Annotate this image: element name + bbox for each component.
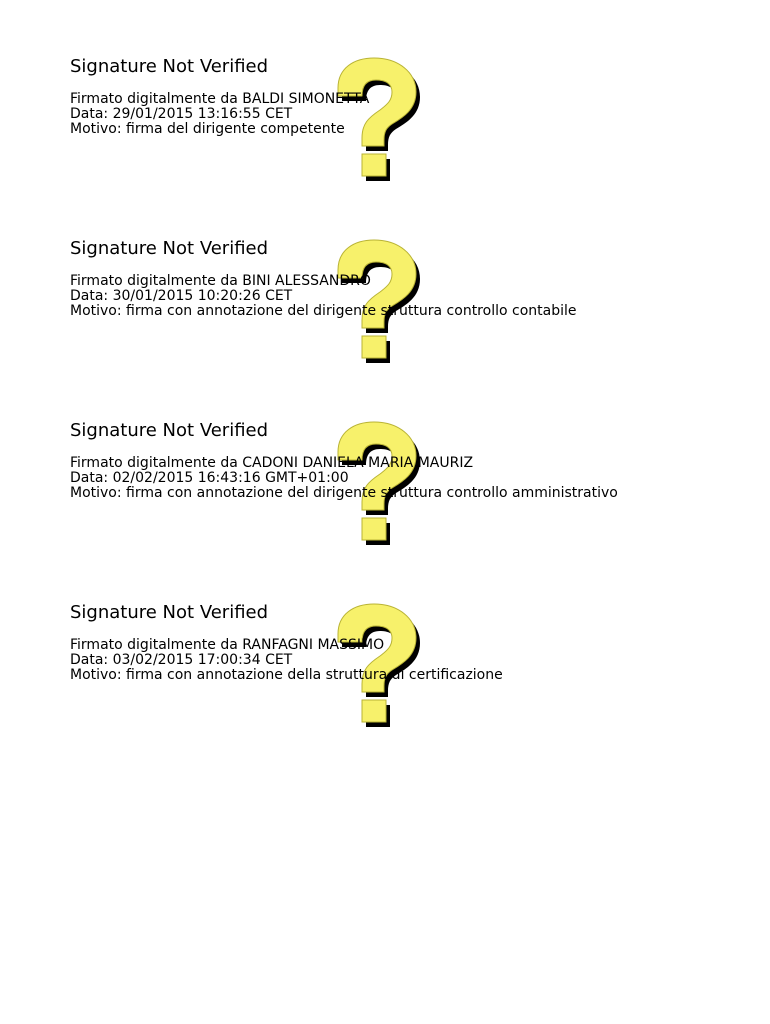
signature-status: Signature Not Verified	[70, 56, 269, 77]
signature-details	[70, 638, 503, 683]
date-line: Data: 03/02/2015 17:00:34 CET	[70, 652, 293, 668]
signer-line: Firmato digitalmente da RANFAGNI MASSIMO	[70, 637, 385, 653]
reason-line: Motivo: firma con annotazione della struttura di certificazione	[70, 667, 503, 683]
reason-line: Motivo: firma del dirigente competente	[70, 121, 345, 137]
date-line: Data: 29/01/2015 13:16:55 CET	[70, 106, 293, 122]
date-line: Data: 30/01/2015 10:20:26 CET	[70, 288, 293, 304]
signature-block	[0, 602, 770, 784]
date-line: Data: 02/02/2015 16:43:16 GMT+01:00	[70, 470, 349, 486]
signature-block	[0, 420, 770, 602]
signer-line: Firmato digitalmente da BALDI SIMONETTA	[70, 91, 370, 107]
reason-line: Motivo: firma con annotazione del dirigente struttura controllo amministrativo	[70, 485, 618, 501]
signature-details	[70, 92, 369, 137]
reason-line: Motivo: firma con annotazione del dirigente struttura controllo contabile	[70, 303, 577, 319]
signature-details	[70, 456, 618, 501]
signature-status: Signature Not Verified	[70, 602, 269, 623]
signature-status: Signature Not Verified	[70, 420, 269, 441]
signer-line: Firmato digitalmente da CADONI DANIELA MARIA MAURIZ	[70, 455, 474, 471]
signature-details	[70, 274, 576, 319]
signer-line: Firmato digitalmente da BINI ALESSANDRO	[70, 273, 371, 289]
signature-block	[0, 56, 770, 238]
signature-status: Signature Not Verified	[70, 238, 269, 259]
signature-block	[0, 238, 770, 420]
